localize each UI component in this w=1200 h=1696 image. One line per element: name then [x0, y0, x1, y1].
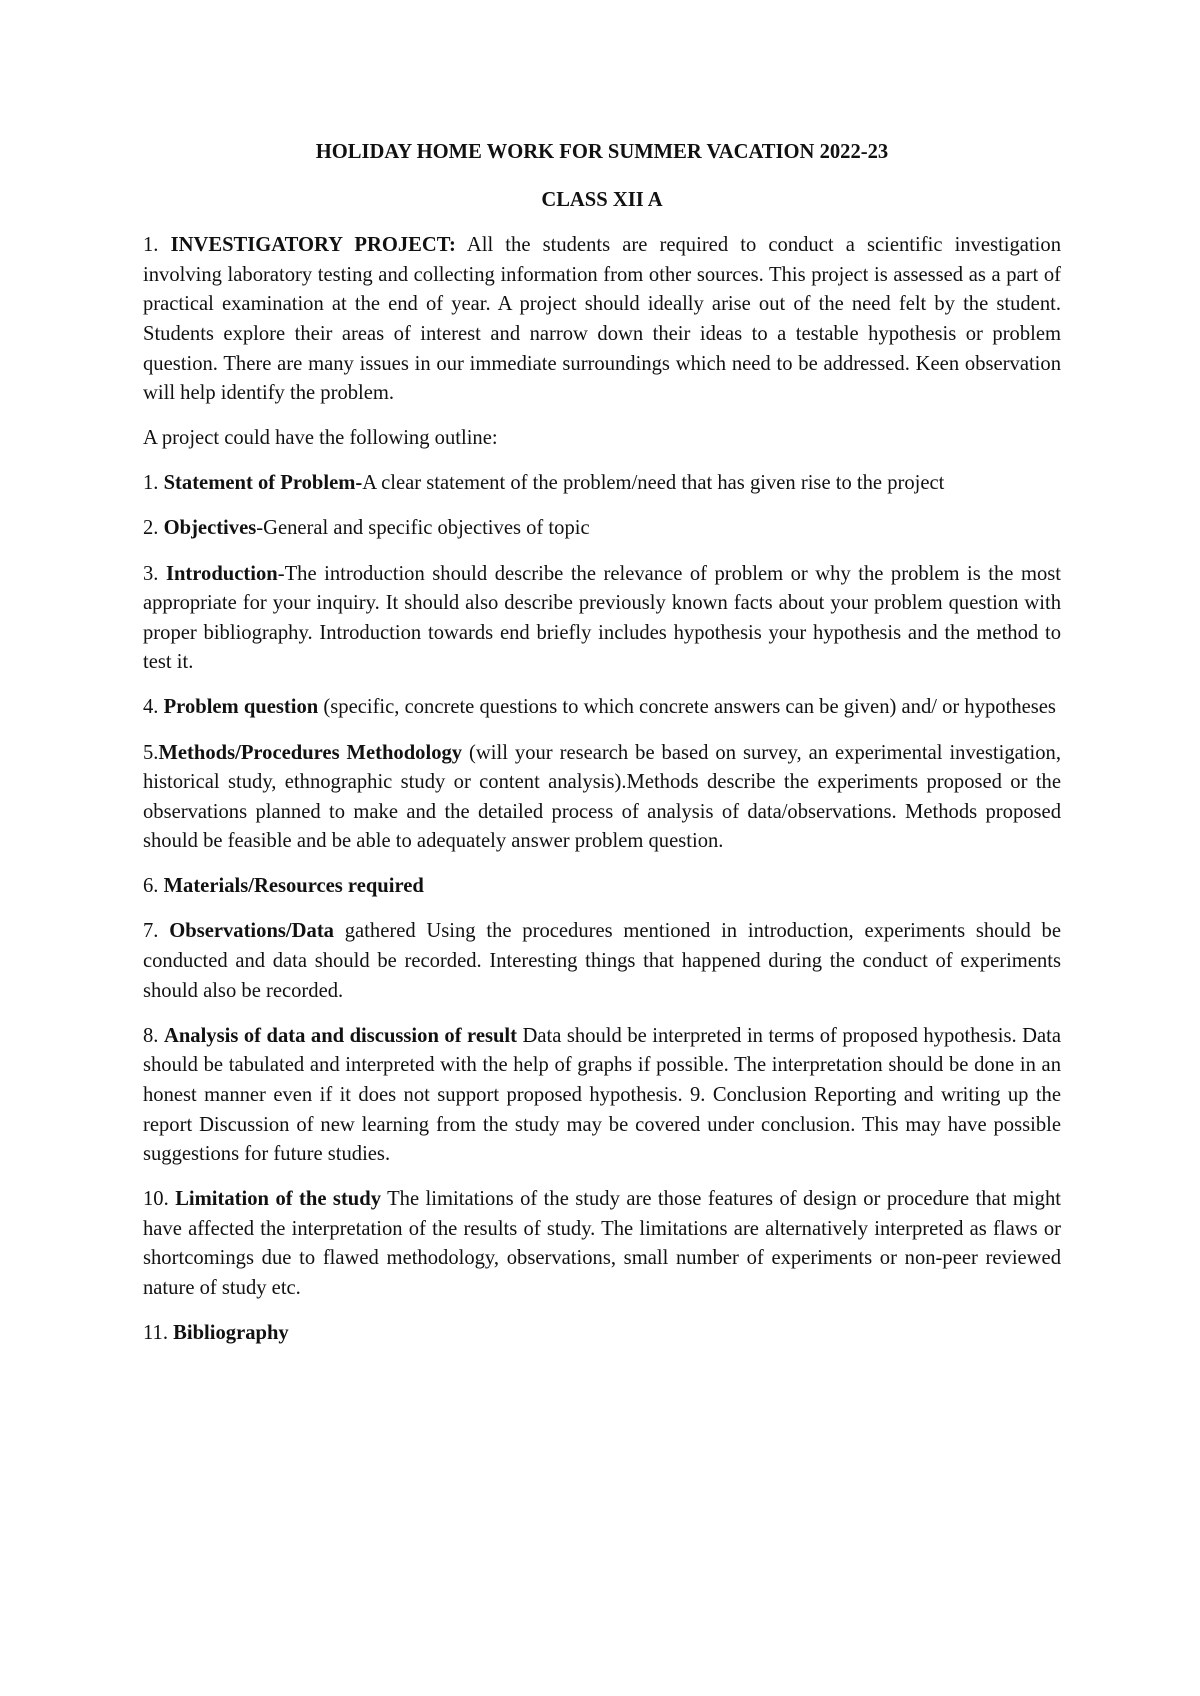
item-number: 5.	[143, 741, 159, 764]
outline-item-4	[143, 693, 1061, 723]
item-number: 6.	[143, 875, 164, 898]
item-heading: Methods/Procedures Methodology	[158, 741, 463, 764]
intro-number: 1.	[143, 234, 171, 257]
item-number: 4.	[143, 696, 164, 719]
document-page	[143, 138, 1061, 1364]
item-heading: Problem question	[163, 696, 319, 719]
item-text: Data should be interpreted in terms of proposed hypothesis. Data should be tabulated and interpreted with the help of graphs if possible. The interpretation should be done in an honest manner even if it does not support proposed hypothesis. 9. Conclusion Reporting and writing up the report Discussion of new learning from the study may be covered under conclusion. This may have possible suggestions for future studies.	[143, 1024, 1061, 1166]
outline-item-7	[143, 917, 1061, 1006]
intro-paragraph	[143, 231, 1061, 409]
intro-text: All the students are required to conduct a scientific investigation involving laboratory testing and collecting information from other sources. This project is assessed as a part of practical examination at the end of year. A project should ideally arise out of the need felt by the student. Students explore their areas of interest and narrow down their ideas to a testable hypothesis or problem question. There are many issues in our immediate surroundings which need to be addressed. Keen observation will help identify the problem.	[143, 234, 1061, 405]
outline-item-2	[143, 514, 1061, 544]
intro-heading: INVESTIGATORY PROJECT:	[170, 234, 456, 257]
item-heading: Bibliography	[173, 1322, 289, 1345]
item-heading: Observations/Data	[169, 920, 334, 943]
item-number: 7.	[143, 920, 170, 943]
item-heading: Analysis of data and discussion of result	[163, 1024, 518, 1047]
class-label: CLASS XII A	[541, 188, 663, 211]
item-heading: Statement of Problem-	[163, 472, 363, 495]
item-text: The limitations of the study are those features of design or procedure that might have affected the interpretation of the results of study. The limitations are alternatively interpreted as flaws or shortcomings due to flawed methodology, observations, small number of experiments or non-peer reviewed nature of study etc.	[143, 1188, 1061, 1299]
outline-item-10	[143, 1185, 1061, 1303]
item-number: 10.	[143, 1188, 176, 1211]
item-text: (will your research be based on survey, an experimental investigation, historical study, ethnographic study or content analysis).Methods describe the experiments proposed or the observations planned to make and the detailed process of analysis of data/observations. Methods proposed should be feasible and be able to adequately answer problem question.	[143, 741, 1061, 853]
document-title: HOLIDAY HOME WORK FOR SUMMER VACATION 2022-23	[315, 141, 889, 163]
outline-lead: A project could have the following outline:	[143, 427, 498, 450]
item-heading: Introduction	[165, 562, 278, 585]
item-number: 8.	[143, 1024, 164, 1047]
item-heading: Objectives	[163, 517, 257, 540]
outline-item-6	[143, 872, 1061, 902]
item-number: 2.	[143, 517, 164, 540]
item-heading: Materials/Resources required	[163, 875, 424, 898]
item-number: 11.	[143, 1322, 174, 1345]
item-text: -The introduction should describe the relevance of problem or why the problem is the most appropriate for your inquiry. It should also describe previously known facts about your problem question with proper bibliography. Introduction towards end briefly includes hypothesis your hypothesis and the method to test it.	[143, 562, 1062, 674]
outline-item-1	[143, 469, 1061, 499]
outline-item-5	[143, 739, 1061, 857]
item-text: A clear statement of the problem/need that has given rise to the project	[362, 472, 945, 495]
item-number: 1.	[143, 472, 164, 495]
outline-item-11	[143, 1319, 1061, 1349]
item-text: -General and specific objectives of topic	[256, 517, 590, 540]
item-heading: Limitation of the study	[175, 1188, 382, 1211]
item-text: gathered Using the procedures mentioned in introduction, experiments should be conducted and data should be recorded. Interesting things that happened during the conduct of experiments should also be recorded.	[143, 920, 1061, 1002]
outline-item-8	[143, 1022, 1061, 1170]
outline-item-3	[143, 560, 1061, 678]
item-text: (specific, concrete questions to which concrete answers can be given) and/ or hypotheses	[318, 696, 1056, 719]
item-number: 3.	[143, 562, 166, 585]
